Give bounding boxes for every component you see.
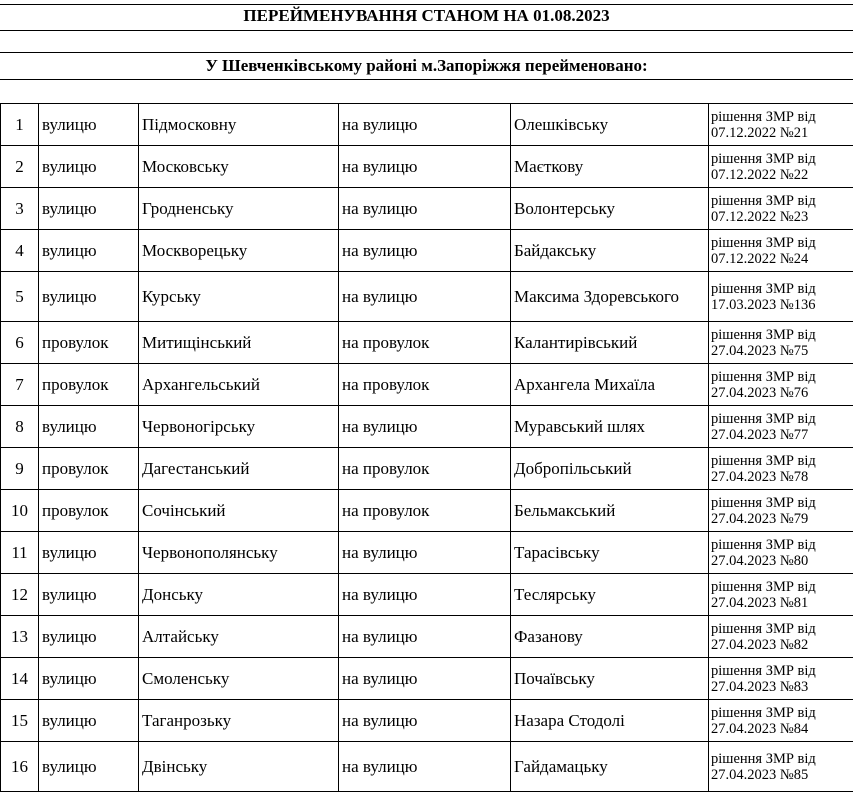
old-name-cell: Червонополянську (139, 532, 339, 574)
table-row (1, 146, 853, 188)
decision-line: рішення ЗМР від (711, 151, 851, 167)
table-row (1, 658, 853, 700)
old-name-cell: Дагестанський (139, 448, 339, 490)
new-name-cell: Гайдамацьку (511, 742, 709, 792)
new-name-cell: Добропільський (511, 448, 709, 490)
old-name-cell: Підмосковну (139, 104, 339, 146)
decision-line: рішення ЗМР від (711, 579, 851, 595)
new-name-cell: Архангела Михаїла (511, 364, 709, 406)
old-object-type-cell: вулицю (39, 146, 139, 188)
decision-date-number: 07.12.2022 №23 (711, 209, 851, 225)
new-object-type-cell: на вулицю (339, 742, 511, 792)
new-object-type-cell: на вулицю (339, 272, 511, 322)
decision-line: рішення ЗМР від (711, 453, 851, 469)
row-number-cell: 3 (1, 188, 39, 230)
new-object-type-cell: на вулицю (339, 230, 511, 272)
old-object-type-cell: провулок (39, 448, 139, 490)
row-number-cell: 9 (1, 448, 39, 490)
new-name-cell: Назара Стодолі (511, 700, 709, 742)
decision-line: рішення ЗМР від (711, 411, 851, 427)
new-object-type-cell: на вулицю (339, 700, 511, 742)
old-name-cell: Москворецьку (139, 230, 339, 272)
row-number-cell: 12 (1, 574, 39, 616)
decision-cell (709, 532, 853, 574)
row-number-cell: 13 (1, 616, 39, 658)
decision-date-number: 27.04.2023 №78 (711, 469, 851, 485)
old-name-cell: Таганрозьку (139, 700, 339, 742)
decision-date-number: 27.04.2023 №77 (711, 427, 851, 443)
decision-line: рішення ЗМР від (711, 663, 851, 679)
new-name-cell: Фазанову (511, 616, 709, 658)
decision-date-number: 27.04.2023 №82 (711, 637, 851, 653)
old-object-type-cell: вулицю (39, 406, 139, 448)
decision-line: рішення ЗМР від (711, 705, 851, 721)
old-name-cell: Курську (139, 272, 339, 322)
row-number-cell: 7 (1, 364, 39, 406)
decision-date-number: 07.12.2022 №21 (711, 125, 851, 141)
new-name-cell: Максима Здоревського (511, 272, 709, 322)
table-row (1, 364, 853, 406)
decision-line: рішення ЗМР від (711, 495, 851, 511)
table-row (1, 322, 853, 364)
old-object-type-cell: вулицю (39, 272, 139, 322)
old-name-cell: Донську (139, 574, 339, 616)
old-name-cell: Гродненську (139, 188, 339, 230)
decision-date-number: 27.04.2023 №79 (711, 511, 851, 527)
old-name-cell: Смоленську (139, 658, 339, 700)
decision-cell (709, 574, 853, 616)
decision-cell (709, 322, 853, 364)
decision-date-number: 07.12.2022 №22 (711, 167, 851, 183)
decision-cell (709, 658, 853, 700)
decision-date-number: 27.04.2023 №85 (711, 767, 851, 783)
new-object-type-cell: на провулок (339, 322, 511, 364)
table-row (1, 742, 853, 792)
decision-cell (709, 230, 853, 272)
old-object-type-cell: вулицю (39, 658, 139, 700)
district-subtitle: У Шевченківському районі м.Запоріжжя перейменовано: (0, 55, 853, 77)
decision-cell (709, 616, 853, 658)
decision-line: рішення ЗМР від (711, 281, 851, 297)
old-name-cell: Алтайську (139, 616, 339, 658)
table-row (1, 574, 853, 616)
decision-date-number: 27.04.2023 №76 (711, 385, 851, 401)
old-name-cell: Митищінський (139, 322, 339, 364)
old-object-type-cell: вулицю (39, 188, 139, 230)
decision-line: рішення ЗМР від (711, 109, 851, 125)
decision-line: рішення ЗМР від (711, 369, 851, 385)
old-name-cell: Архангельський (139, 364, 339, 406)
table-row (1, 490, 853, 532)
table-row (1, 230, 853, 272)
decision-line: рішення ЗМР від (711, 537, 851, 553)
row-number-cell: 5 (1, 272, 39, 322)
new-object-type-cell: на провулок (339, 490, 511, 532)
decision-line: рішення ЗМР від (711, 751, 851, 767)
decision-line: рішення ЗМР від (711, 193, 851, 209)
divider (0, 52, 853, 53)
old-object-type-cell: вулицю (39, 104, 139, 146)
old-object-type-cell: вулицю (39, 616, 139, 658)
new-name-cell: Олешківську (511, 104, 709, 146)
new-object-type-cell: на вулицю (339, 406, 511, 448)
old-name-cell: Московську (139, 146, 339, 188)
table-row (1, 272, 853, 322)
old-object-type-cell: провулок (39, 364, 139, 406)
new-name-cell: Байдакську (511, 230, 709, 272)
row-number-cell: 15 (1, 700, 39, 742)
old-name-cell: Двінську (139, 742, 339, 792)
decision-date-number: 27.04.2023 №84 (711, 721, 851, 737)
new-object-type-cell: на вулицю (339, 146, 511, 188)
decision-cell (709, 490, 853, 532)
decision-date-number: 27.04.2023 №75 (711, 343, 851, 359)
old-name-cell: Червоногірську (139, 406, 339, 448)
row-number-cell: 4 (1, 230, 39, 272)
table-row (1, 104, 853, 146)
table-row (1, 448, 853, 490)
row-number-cell: 2 (1, 146, 39, 188)
decision-line: рішення ЗМР від (711, 235, 851, 251)
divider (0, 79, 853, 80)
divider (0, 30, 853, 31)
decision-date-number: 27.04.2023 №81 (711, 595, 851, 611)
decision-line: рішення ЗМР від (711, 621, 851, 637)
new-object-type-cell: на вулицю (339, 574, 511, 616)
decision-date-number: 17.03.2023 №136 (711, 297, 851, 313)
table-row (1, 188, 853, 230)
new-name-cell: Тарасівську (511, 532, 709, 574)
old-object-type-cell: вулицю (39, 532, 139, 574)
renaming-table (0, 103, 853, 792)
new-object-type-cell: на вулицю (339, 658, 511, 700)
old-object-type-cell: провулок (39, 490, 139, 532)
new-name-cell: Бельмакський (511, 490, 709, 532)
new-name-cell: Муравський шлях (511, 406, 709, 448)
new-name-cell: Теслярську (511, 574, 709, 616)
row-number-cell: 10 (1, 490, 39, 532)
table-row (1, 616, 853, 658)
decision-cell (709, 364, 853, 406)
old-name-cell: Сочінський (139, 490, 339, 532)
new-object-type-cell: на вулицю (339, 188, 511, 230)
decision-date-number: 07.12.2022 №24 (711, 251, 851, 267)
new-object-type-cell: на вулицю (339, 104, 511, 146)
page-title: ПЕРЕЙМЕНУВАННЯ СТАНОМ НА 01.08.2023 (0, 5, 853, 27)
decision-cell (709, 146, 853, 188)
decision-cell (709, 700, 853, 742)
old-object-type-cell: провулок (39, 322, 139, 364)
row-number-cell: 14 (1, 658, 39, 700)
table-row (1, 532, 853, 574)
row-number-cell: 11 (1, 532, 39, 574)
old-object-type-cell: вулицю (39, 742, 139, 792)
new-name-cell: Почаївську (511, 658, 709, 700)
old-object-type-cell: вулицю (39, 700, 139, 742)
new-object-type-cell: на вулицю (339, 616, 511, 658)
old-object-type-cell: вулицю (39, 230, 139, 272)
decision-cell (709, 104, 853, 146)
row-number-cell: 6 (1, 322, 39, 364)
new-name-cell: Калантирівський (511, 322, 709, 364)
row-number-cell: 16 (1, 742, 39, 792)
new-name-cell: Маєткову (511, 146, 709, 188)
decision-cell (709, 448, 853, 490)
new-object-type-cell: на провулок (339, 448, 511, 490)
decision-date-number: 27.04.2023 №83 (711, 679, 851, 695)
table-row (1, 700, 853, 742)
new-object-type-cell: на вулицю (339, 532, 511, 574)
old-object-type-cell: вулицю (39, 574, 139, 616)
decision-cell (709, 406, 853, 448)
decision-line: рішення ЗМР від (711, 327, 851, 343)
table-row (1, 406, 853, 448)
decision-cell (709, 272, 853, 322)
decision-date-number: 27.04.2023 №80 (711, 553, 851, 569)
new-object-type-cell: на провулок (339, 364, 511, 406)
decision-cell (709, 742, 853, 792)
decision-cell (709, 188, 853, 230)
new-name-cell: Волонтерську (511, 188, 709, 230)
row-number-cell: 8 (1, 406, 39, 448)
row-number-cell: 1 (1, 104, 39, 146)
